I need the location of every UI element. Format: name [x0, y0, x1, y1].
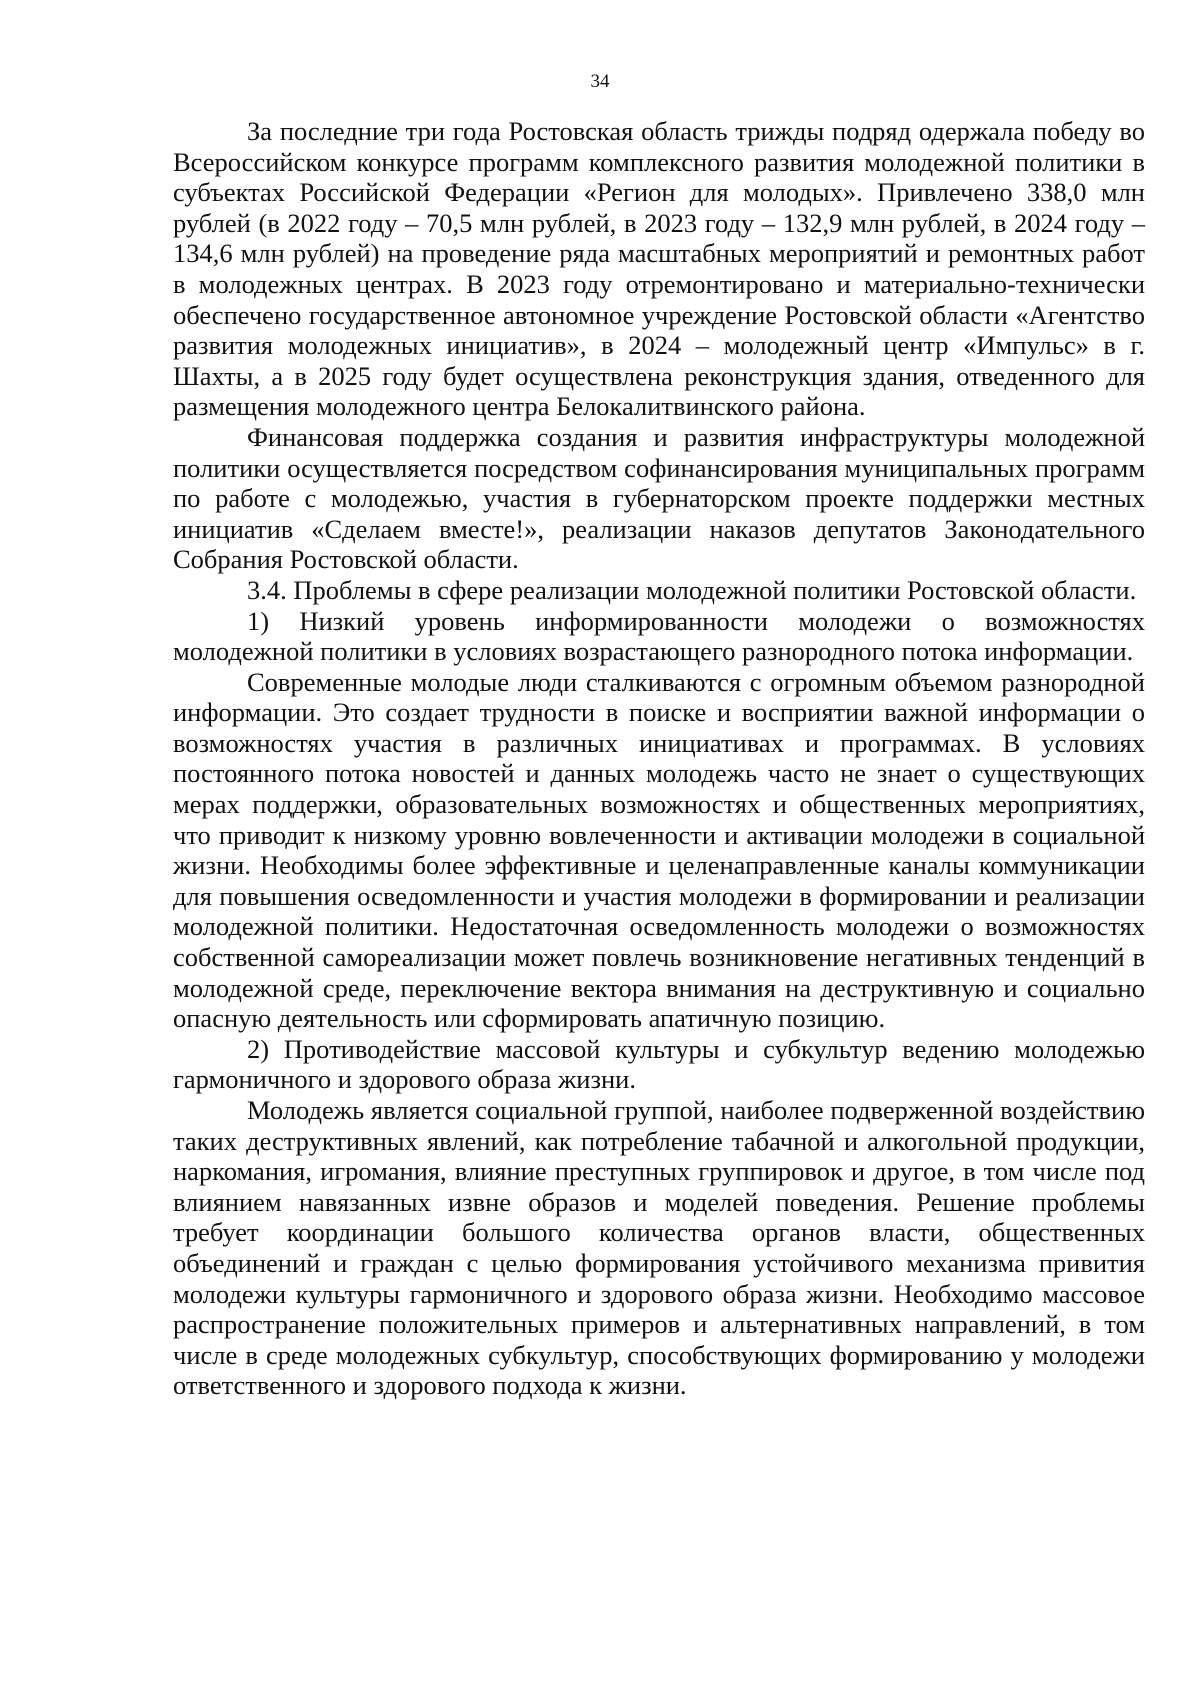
paragraph-region-for-youth: За последние три года Ростовская область трижды подряд одержала победу во Всероссийском конкурсе программ комплексного развития молодежной политики в субъектах Российской Федерации «Регион для молодых». Привлечено 338,0 млн рублей (в 2022 году – 70,5 млн рублей, в 2023 году – 132,9 млн рублей, в 2024 году – 134,6 млн рублей) на проведение ряда масштабных мероприятий и ремонтных работ в молодежных центрах. В 2023 году отремонтировано и материально-технически обеспечено государственное автономное учреждение Ростовской области «Агентство развития молодежных инициатив», в 2024 – молодежный центр «Импульс» в г. Шахты, а в 2025 году будет осуществлена реконструкция здания, отведенного для размещения молодежного центра Белокалитвинского района. [173, 116, 1145, 422]
document-body [173, 116, 1145, 1401]
problem-1-heading: 1) Низкий уровень информированности молодежи о возможностях молодежной политики в условиях возрастающего разнородного потока информации. [173, 605, 1145, 667]
problem-2-heading: 2) Противодействие массовой культуры и субкультур ведению молодежью гармоничного и здорового образа жизни. [173, 1033, 1145, 1095]
paragraph-financial-support: Финансовая поддержка создания и развития инфраструктуры молодежной политики осуществляется посредством софинансирования муниципальных программ по работе с молодежью, участия в губернаторском проекте поддержки местных инициатив «Сделаем вместе!», реализации наказов депутатов Законодательного Собрания Ростовской области. [173, 421, 1145, 575]
paragraph-healthy-lifestyle: Молодежь является социальной группой, наиболее подверженной воздействию таких деструктивных явлений, как потребление табачной и алкогольной продукции, наркомания, игромания, влияние преступных группировок и другое, в том числе под влиянием навязанных извне образов и моделей поведения. Решение проблемы требует координации большого количества органов власти, общественных объединений и граждан с целью формирования устойчивого механизма привития молодежи культуры гармоничного и здорового образа жизни. Необходимо массовое распространение положительных примеров и альтернативных направлений, в том числе в среде молодежных субкультур, способствующих формированию у молодежи ответственного и здорового подхода к жизни. [173, 1095, 1145, 1401]
section-heading-problems: 3.4. Проблемы в сфере реализации молодежной политики Ростовской области. [247, 574, 1137, 605]
page-number: 34 [590, 71, 610, 92]
paragraph-information-overload: Современные молодые люди сталкиваются с огромным объемом разнородной информации. Это создает трудности в поиске и восприятии важной информации о возможностях участия в различных инициативах и программах. В условиях постоянного потока новостей и данных молодежь часто не знает о существующих мерах поддержки, образовательных возможностях и общественных мероприятиях, что приводит к низкому уровню вовлеченности и активации молодежи в социальной жизни. Необходимы более эффективные и целенаправленные каналы коммуникации для повышения осведомленности и участия молодежи в формировании и реализации молодежной политики. Недостаточная осведомленность молодежи о возможностях собственной самореализации может повлечь возникновение негативных тенденций в молодежной среде, переключение вектора внимания на деструктивную и социально опасную деятельность или сформировать апатичную позицию. [173, 666, 1145, 1034]
